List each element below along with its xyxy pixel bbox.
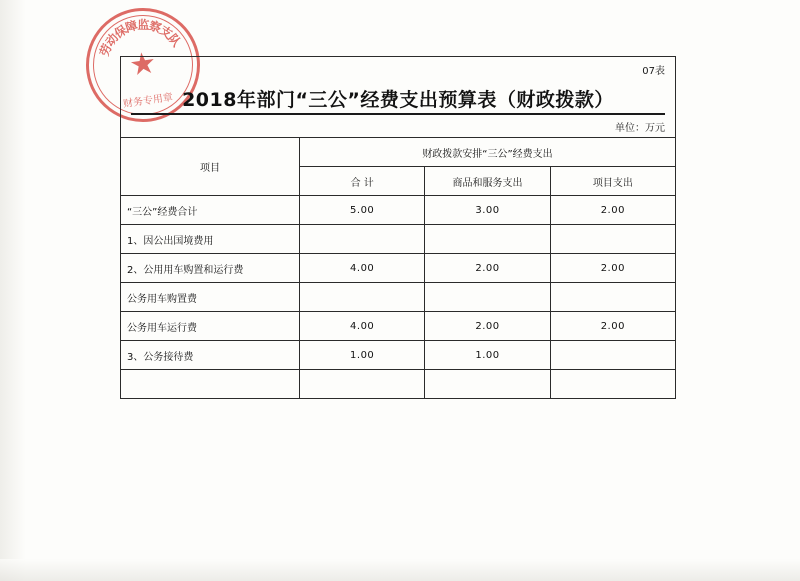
title-row xyxy=(120,83,676,117)
row-total-value: 4.00 xyxy=(300,254,425,283)
row-total-value: 4.00 xyxy=(300,312,425,341)
seal-arc-char: 动 xyxy=(102,30,122,49)
table-row xyxy=(121,225,676,254)
seal-star-icon: ★ xyxy=(127,46,159,83)
form-number-row xyxy=(120,56,676,83)
row-total-value: 1.00 xyxy=(300,341,425,370)
header-cell-total: 合 计 xyxy=(300,167,425,196)
row-item-label: 2、公用用车购置和运行费 xyxy=(121,254,300,283)
row-item-label: 1、因公出国境费用 xyxy=(121,225,300,254)
header-cell-goods-services: 商品和服务支出 xyxy=(425,167,550,196)
row-project-value: 2.00 xyxy=(550,196,675,225)
unit-row xyxy=(120,117,676,137)
table-row xyxy=(121,283,676,312)
row-item-label: 公务用车购置费 xyxy=(121,283,300,312)
table-row xyxy=(121,341,676,370)
scan-edge-shadow-left xyxy=(0,0,26,581)
header-cell-group: 财政拨款安排“三公”经费支出 xyxy=(300,138,676,167)
row-item-label: “三公”经费合计 xyxy=(121,196,300,225)
row-project-value xyxy=(550,341,675,370)
table-row xyxy=(121,254,676,283)
row-goods-services-value xyxy=(425,370,550,399)
row-total-value xyxy=(300,225,425,254)
row-goods-services-value: 2.00 xyxy=(425,312,550,341)
scan-edge-shadow-bottom xyxy=(0,559,800,581)
row-goods-services-value: 3.00 xyxy=(425,196,550,225)
row-goods-services-value xyxy=(425,225,550,254)
row-goods-services-value xyxy=(425,283,550,312)
table-row xyxy=(121,196,676,225)
row-project-value xyxy=(550,370,675,399)
row-item-label xyxy=(121,370,300,399)
table-row xyxy=(121,312,676,341)
row-project-value xyxy=(550,283,675,312)
seal-arc-char: 障 xyxy=(123,18,140,36)
seal-arc-char: 劳 xyxy=(97,41,115,59)
row-project-value: 2.00 xyxy=(550,312,675,341)
row-goods-services-value: 2.00 xyxy=(425,254,550,283)
row-item-label: 公务用车运行费 xyxy=(121,312,300,341)
seal-arc-char: 察 xyxy=(147,18,164,36)
document-body xyxy=(120,56,676,399)
header-cell-project: 项目支出 xyxy=(550,167,675,196)
table-header-row-1 xyxy=(121,138,676,167)
seal-arc-char: 支 xyxy=(156,23,175,42)
row-project-value: 2.00 xyxy=(550,254,675,283)
seal-arc-char: 队 xyxy=(165,31,184,50)
unit-label: 单位：万元 xyxy=(615,123,665,134)
row-goods-services-value: 1.00 xyxy=(425,341,550,370)
budget-table xyxy=(120,137,676,399)
page-title: 2018年部门“三公”经费支出预算表（财政拨款） xyxy=(182,89,614,111)
table-row xyxy=(121,370,676,399)
header-cell-item: 项目 xyxy=(121,138,300,196)
seal-arc-char: 监 xyxy=(137,17,150,33)
row-total-value xyxy=(300,370,425,399)
row-total-value: 5.00 xyxy=(300,196,425,225)
title-underline xyxy=(131,113,665,115)
seal-arc-char: 保 xyxy=(111,22,130,41)
row-project-value xyxy=(550,225,675,254)
seal-bottom-text: 财务专用章 xyxy=(122,92,174,111)
form-number: 07表 xyxy=(642,66,665,77)
row-total-value xyxy=(300,283,425,312)
row-item-label: 3、公务接待费 xyxy=(121,341,300,370)
